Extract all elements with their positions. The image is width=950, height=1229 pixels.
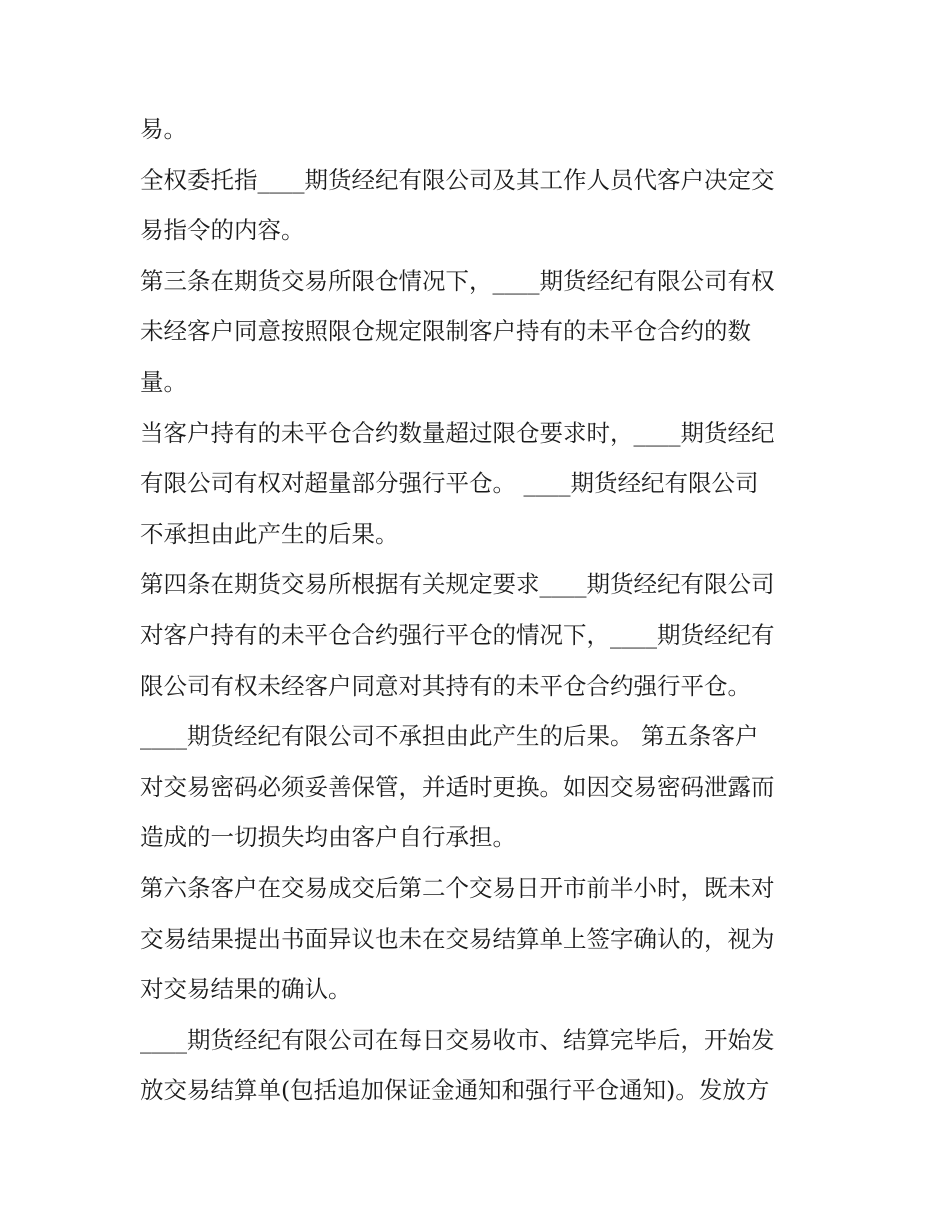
text-line: 全权委托指____期货经纪有限公司及其工作人员代客户决定交 [140, 165, 775, 194]
text-line: 第三条在期货交易所限仓情况下，____期货经纪有限公司有权 [140, 266, 775, 295]
text-line: 对客户持有的未平仓合约强行平仓的情况下，____期货经纪有 [140, 620, 775, 649]
text-line: 有限公司有权对超量部分强行平仓。 ____期货经纪有限公司 [140, 469, 759, 498]
text-line: 不承担由此产生的后果。 [140, 519, 399, 548]
text-line: 对交易结果的确认。 [140, 975, 352, 1004]
text-line: ____期货经纪有限公司不承担由此产生的后果。 第五条客户 [140, 722, 759, 751]
text-line: 交易结果提出书面异议也未在交易结算单上签字确认的，视为 [140, 924, 775, 953]
text-line: 造成的一切损失均由客户自行承担。 [140, 823, 516, 852]
text-line: 放交易结算单(包括追加保证金通知和强行平仓通知)。发放方 [140, 1076, 770, 1105]
text-line: 未经客户同意按照限仓规定限制客户持有的未平仓合约的数 [140, 317, 751, 346]
text-line: 当客户持有的未平仓合约数量超过限仓要求时，____期货经纪 [140, 418, 775, 447]
text-line: 限公司有权未经客户同意对其持有的未平仓合约强行平仓。 [140, 671, 751, 700]
text-line: ____期货经纪有限公司在每日交易收市、结算完毕后，开始发 [140, 1025, 775, 1054]
text-line: 第四条在期货交易所根据有关规定要求____期货经纪有限公司 [140, 570, 775, 599]
text-line: 第六条客户在交易成交后第二个交易日开市前半小时，既未对 [140, 873, 775, 902]
text-line: 易指令的内容。 [140, 216, 305, 245]
text-line: 易。 [140, 115, 187, 143]
text-line: 对交易密码必须妥善保管，并适时更换。如因交易密码泄露而 [140, 772, 775, 801]
document-body [140, 104, 820, 1116]
text-line: 量。 [140, 367, 187, 396]
